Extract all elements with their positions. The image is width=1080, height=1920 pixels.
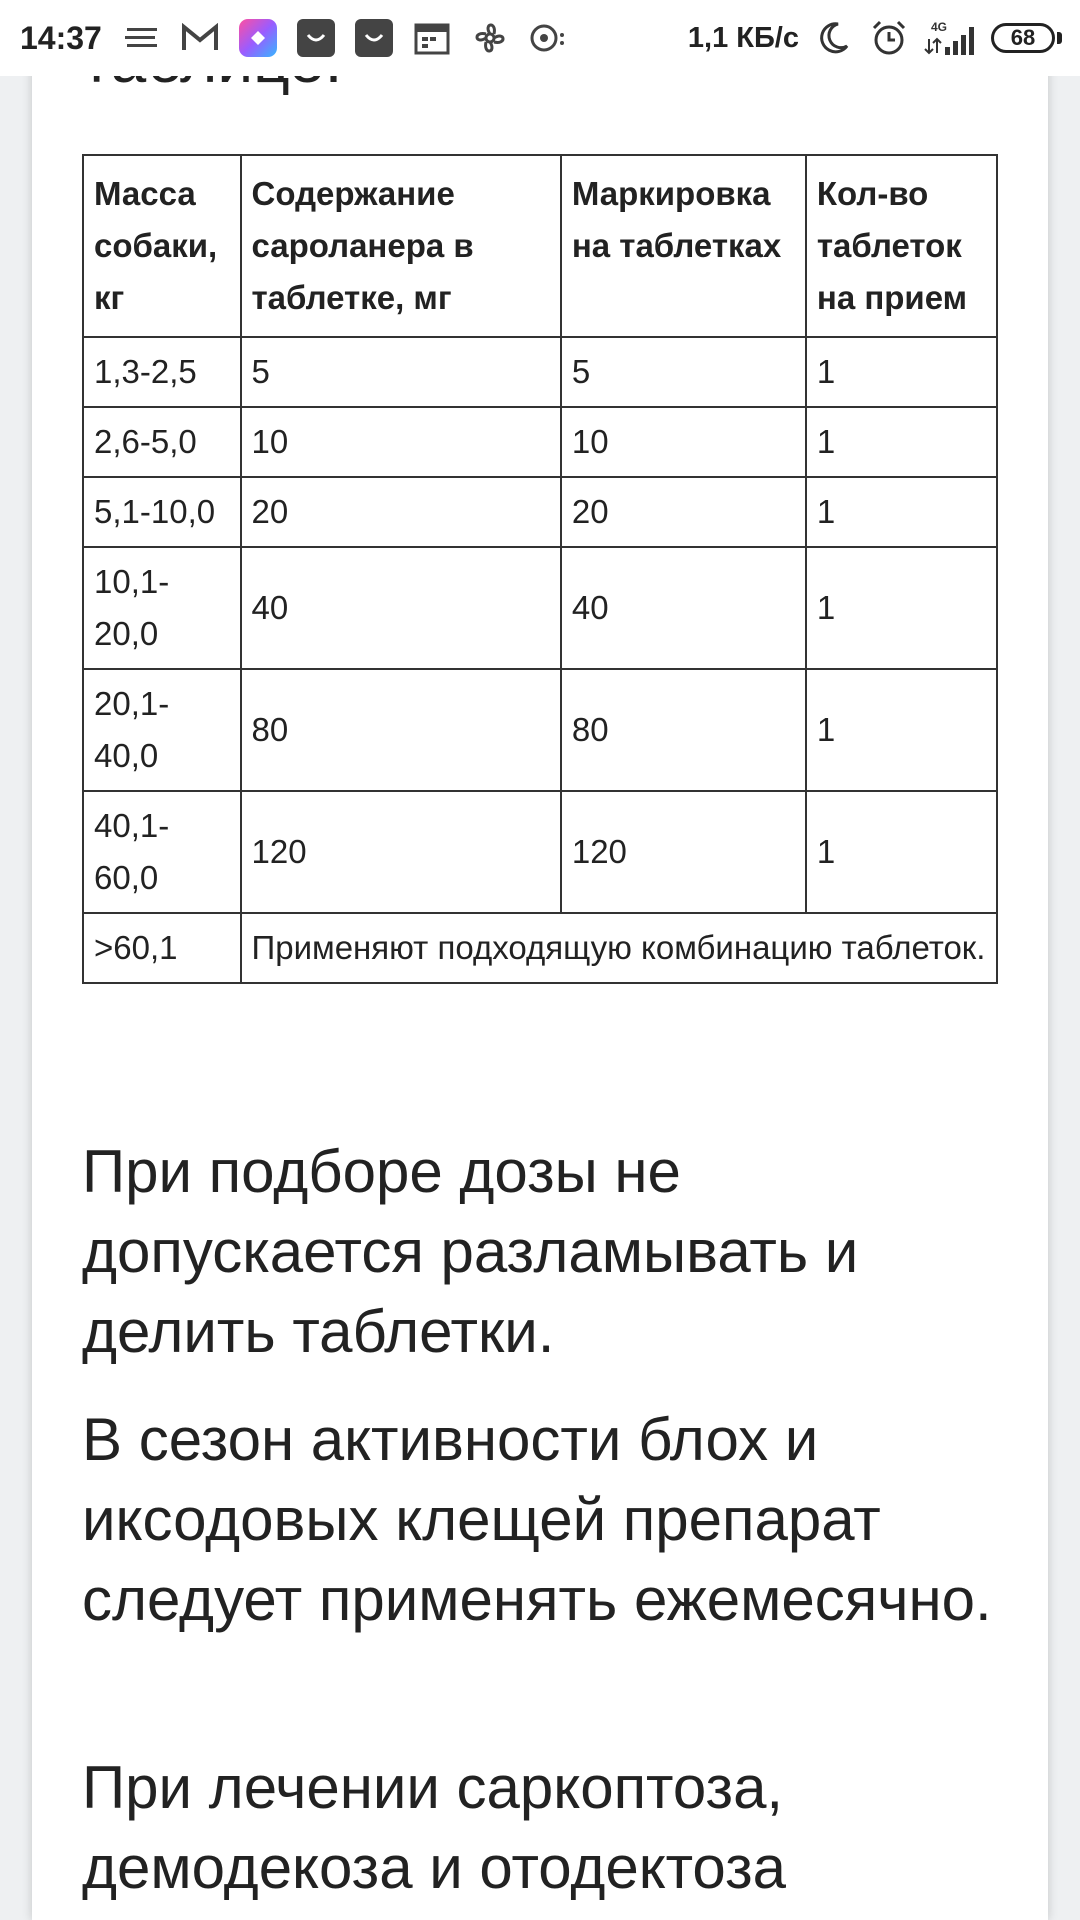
table-row [83,547,997,669]
moon-icon [811,16,855,60]
paragraph-treatment: При лечении саркоптоза, демодекоза и отодектоза [82,1754,787,1901]
cell-content: 10 [241,407,561,477]
network-type: 4G [931,20,948,34]
battery-icon [991,23,1055,53]
calendar-icon [410,16,454,60]
table-row [83,913,997,983]
status-right [688,16,1062,60]
paragraph-dose-rule: При подборе дозы не допускается разламывать и делить таблетки. [82,1138,859,1365]
cell-mass: 20,1-40,0 [83,669,241,791]
podcast-icon [526,16,570,60]
cell-count: 1 [806,477,997,547]
cell-mass: >60,1 [83,913,241,983]
header-content: Содержание сароланера в таблетке, мг [241,155,561,337]
table-header-row [83,155,997,337]
cell-marking: 40 [561,547,806,669]
cell-mass: 10,1-20,0 [83,547,241,669]
paragraph-season: В сезон активности блох и иксодовых клещей препарат следует применять ежемесячно. [82,1406,992,1633]
cell-count: 1 [806,337,997,407]
cell-marking: 80 [561,669,806,791]
table-row [83,337,997,407]
cell-note: Применяют подходящую комбинацию таблеток. [241,913,997,983]
cell-count: 1 [806,407,997,477]
cell-content: 20 [241,477,561,547]
battery-tip [1057,32,1062,44]
cell-marking: 20 [561,477,806,547]
cell-count: 1 [806,547,997,669]
cell-marking: 5 [561,337,806,407]
table-row [83,669,997,791]
dosage-table [82,154,998,984]
table-row [83,791,997,913]
cell-mass: 40,1-60,0 [83,791,241,913]
mail-icon [178,16,222,60]
header-count: Кол-во таблеток на прием [806,155,997,337]
cell-content: 5 [241,337,561,407]
header-marking: Маркировка на таблетках [561,155,806,337]
cell-content: 40 [241,547,561,669]
status-bar [0,0,1080,76]
cell-count: 1 [806,791,997,913]
status-time: 14:37 [20,19,102,56]
app-icon [236,16,280,60]
table-row [83,477,997,547]
menu-lines-icon [120,16,164,60]
cell-mass: 2,6-5,0 [83,407,241,477]
alarm-icon [867,16,911,60]
network-speed: 1,1 КБ/с [687,21,799,54]
cell-count: 1 [806,669,997,791]
cell-mass: 1,3-2,5 [83,337,241,407]
table-row [83,407,997,477]
cell-content: 120 [241,791,561,913]
shopping-bag-icon [352,16,396,60]
notification-icons [120,16,570,60]
fan-icon [468,16,512,60]
cell-mass: 5,1-10,0 [83,477,241,547]
cell-marking: 10 [561,407,806,477]
header-mass: Масса собаки, кг [83,155,241,337]
cell-content: 80 [241,669,561,791]
cell-marking: 120 [561,791,806,913]
battery-level: 68 [1010,25,1036,50]
article-card [32,0,1048,1920]
signal-icon [923,16,979,60]
shopping-bag-icon [294,16,338,60]
